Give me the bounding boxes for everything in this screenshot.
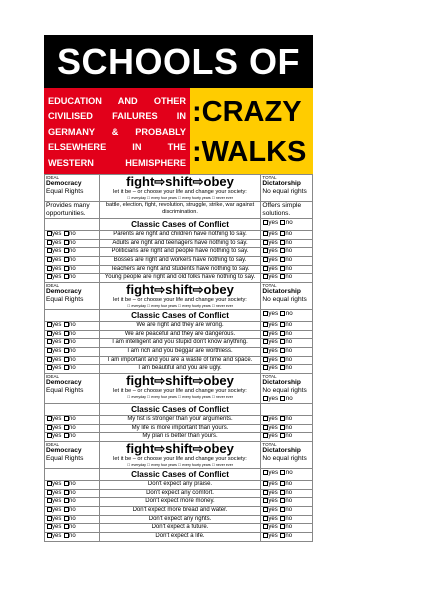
cases-title: Classic Cases of Conflict [99, 219, 261, 231]
democracy-label: Democracy [46, 180, 82, 187]
subtitle-line: CIVILISED FAILURES IN [48, 111, 186, 122]
case-row [45, 265, 313, 274]
case-text: I am rich and you beggar are worthless. [99, 348, 261, 357]
checkbox-icon[interactable] [64, 322, 69, 327]
yes-no-option[interactable]: yes no [45, 515, 100, 524]
case-row [45, 348, 313, 357]
checkbox-icon[interactable] [47, 425, 52, 430]
yes-no-option[interactable]: yes no [261, 433, 313, 442]
case-text: Don't expect any praise. [99, 481, 261, 490]
case-row [45, 416, 313, 425]
checkbox-icon[interactable] [64, 365, 69, 370]
checkbox-icon[interactable] [47, 516, 52, 521]
total-small: TOTAL [262, 175, 277, 180]
checkbox-icon[interactable] [64, 231, 69, 236]
case-text: Don't expect more money. [99, 498, 261, 507]
checkbox-icon[interactable] [64, 507, 69, 512]
yes-no-option[interactable]: yes no [45, 424, 100, 433]
yes-no-option[interactable]: yes no [261, 507, 313, 516]
checkbox-icon[interactable] [64, 481, 69, 486]
yes-no-option[interactable]: yes no [261, 339, 313, 348]
let-it-be-text: let it be – or choose your life and change your society: [113, 297, 247, 304]
case-row [45, 330, 313, 339]
left-desc: Provides many opportunities. [45, 202, 100, 219]
case-text: We are right and they are wrong. [99, 322, 261, 331]
checkbox-icon[interactable] [47, 416, 52, 421]
fso-title: fight⇨shift⇨obey [126, 174, 234, 189]
desc-row [45, 202, 313, 219]
case-text: Teachers are right and students have nothing to say. [99, 265, 261, 274]
yes-no-option[interactable]: yes no [45, 239, 100, 248]
checkbox-icon[interactable] [64, 498, 69, 503]
checkbox-icon[interactable] [64, 274, 69, 279]
democracy-label: Democracy [46, 447, 82, 455]
yes-no-option[interactable]: yes no [261, 310, 313, 322]
block2-cases [45, 322, 313, 374]
case-row [45, 533, 313, 542]
case-text: Don't expect a future. [99, 524, 261, 533]
checkbox-icon[interactable] [64, 433, 69, 438]
yes-no-option[interactable]: yes no [45, 348, 100, 357]
checkbox-icon[interactable] [47, 433, 52, 438]
frequency-options[interactable]: ☐ everyday ☐ every four years ☐ every fourty years ☐ never ever [127, 395, 233, 400]
yes-no-option[interactable]: yes no [45, 322, 100, 331]
case-text: I am beautiful and you are ugly. [99, 365, 261, 374]
yes-no-option[interactable]: yes no [261, 330, 313, 339]
yes-no-option[interactable]: yes no [45, 257, 100, 266]
yes-no-option[interactable]: yes no [45, 507, 100, 516]
yes-no-option[interactable]: yes no [261, 248, 313, 257]
dictatorship-label: Dictatorship [262, 288, 301, 296]
checkbox-icon[interactable] [64, 257, 69, 262]
yes-no-option[interactable]: yes no [45, 365, 100, 374]
case-row [45, 515, 313, 524]
checkbox-icon[interactable] [47, 331, 52, 336]
middle-desc: battle, election, fight, revolution, struggle, strike, war against discrimination. [99, 202, 261, 219]
yes-no-option[interactable]: yes no [262, 395, 311, 403]
fso-title: fight⇨shift⇨obey [126, 441, 234, 457]
case-row [45, 489, 313, 498]
block1-cases [45, 231, 313, 283]
case-text: Don't expect a life. [99, 533, 261, 542]
cases-title-row [45, 310, 313, 322]
cases-title-row [45, 404, 313, 416]
cases-title: Classic Cases of Conflict [99, 469, 261, 481]
let-it-be-text: let it be – or choose your life and change your society: [113, 388, 247, 395]
checkbox-icon[interactable] [64, 425, 69, 430]
subtitle-line: GERMANY & PROBABLY [48, 126, 186, 137]
case-row [45, 365, 313, 374]
checkbox-icon[interactable] [280, 470, 285, 475]
checkbox-icon[interactable] [47, 533, 52, 538]
subtitle-line: WESTERN HEMISPHERE [48, 157, 186, 168]
yes-no-option[interactable]: yes no [261, 239, 313, 248]
checkbox-icon[interactable] [64, 516, 69, 521]
equal-rights-label: Equal Rights [46, 455, 84, 463]
no-equal-rights-label: No equal rights [262, 296, 307, 304]
yes-no-option[interactable]: yes no [45, 416, 100, 425]
checkbox-icon[interactable] [47, 490, 52, 495]
block4-cases [45, 481, 313, 542]
frequency-options[interactable]: ☐ everyday ☐ every four years ☐ every fourty years ☐ never ever [127, 463, 233, 468]
yes-no-option[interactable]: yes no [45, 433, 100, 442]
yes-no-option[interactable]: yes no [45, 498, 100, 507]
ideal-small: IDEAL [46, 442, 60, 448]
case-row [45, 481, 313, 490]
cases-title: Classic Cases of Conflict [99, 310, 261, 322]
case-row [45, 433, 313, 442]
total-small: TOTAL [262, 283, 277, 289]
case-row [45, 231, 313, 240]
subtitle-block [44, 88, 190, 174]
total-small: TOTAL [262, 374, 277, 380]
checkbox-icon[interactable] [47, 365, 52, 370]
yes-no-option[interactable]: yes no [261, 265, 313, 274]
yes-no-option[interactable]: yes no [261, 416, 313, 425]
subtitle-line: EDUCATION AND OTHER [48, 96, 186, 106]
checkbox-icon[interactable] [47, 524, 52, 529]
block-header [45, 442, 313, 469]
case-text: Adults are right and teenagers have nothing to say. [99, 239, 261, 248]
yes-no-option[interactable]: yes no [261, 524, 313, 533]
checkbox-icon[interactable] [47, 357, 52, 362]
case-text: Don't expect any comfort. [99, 489, 261, 498]
block-header [45, 283, 313, 310]
checkbox-icon[interactable] [47, 322, 52, 327]
no-equal-rights-label: No equal rights [262, 387, 307, 395]
case-row [45, 322, 313, 331]
checkbox-icon[interactable] [47, 348, 52, 353]
case-row [45, 257, 313, 266]
checkbox-icon[interactable] [64, 331, 69, 336]
yes-no-option[interactable]: yes no [261, 219, 313, 231]
yes-no-option[interactable]: yes no [261, 469, 313, 481]
fso-cell [99, 175, 261, 202]
subtitle-line: ELSEWHERE IN THE [48, 142, 186, 153]
case-text: My life is more important than yours. [99, 424, 261, 433]
checkbox-icon[interactable] [64, 490, 69, 495]
yes-no-option[interactable]: yes no [261, 498, 313, 507]
case-row [45, 248, 313, 257]
crazy-walks-block [190, 88, 313, 174]
equal-rights-label: Equal Rights [46, 296, 84, 304]
case-text: We are peaceful and they are dangerous. [99, 330, 261, 339]
case-text: Don't expect more bread and water. [99, 507, 261, 516]
checkbox-icon[interactable] [47, 274, 52, 279]
ideal-small: IDEAL [46, 175, 60, 180]
yes-no-option[interactable]: yes no [45, 274, 100, 283]
frequency-options[interactable]: ☐ everyday ☐ every four years ☐ every fourty years ☐ never ever [127, 304, 233, 309]
yes-no-option[interactable]: yes no [261, 322, 313, 331]
ideal-small: IDEAL [46, 283, 60, 289]
right-desc: Offers simple solutions. [261, 202, 313, 219]
cases-title-row [45, 469, 313, 481]
crazy-text: :CRAZY [192, 96, 302, 128]
checkbox-icon[interactable] [280, 396, 285, 401]
checkbox-icon[interactable] [47, 266, 52, 271]
yes-no-option[interactable]: yes no [45, 533, 100, 542]
block-header [45, 374, 313, 404]
checkbox-icon[interactable] [64, 266, 69, 271]
cases-title: Classic Cases of Conflict [99, 404, 261, 416]
case-text: My plan is better than yours. [99, 433, 261, 442]
yes-no-option[interactable]: yes no [45, 356, 100, 365]
let-it-be-text: let it be – or choose your life and change your society: [113, 456, 247, 463]
fso-title: fight⇨shift⇨obey [126, 373, 234, 389]
no-equal-rights-label: No equal rights [262, 188, 307, 195]
case-text: Don't expect any rights. [99, 515, 261, 524]
case-row [45, 339, 313, 348]
checkbox-icon[interactable] [47, 498, 52, 503]
checkbox-icon[interactable] [64, 339, 69, 344]
checkbox-icon[interactable] [47, 240, 52, 245]
yes-no-option[interactable]: yes no [45, 248, 100, 257]
case-text: I am important and you are a waste of time and space. [99, 356, 261, 365]
checkbox-icon[interactable] [47, 339, 52, 344]
fso-title: fight⇨shift⇨obey [126, 282, 234, 298]
yes-no-option[interactable]: yes no [45, 231, 100, 240]
checkbox-icon[interactable] [64, 416, 69, 421]
yes-no-option[interactable]: yes no [261, 533, 313, 542]
no-equal-rights-label: No equal rights [262, 455, 307, 463]
yes-no-option[interactable]: yes no [45, 265, 100, 274]
democracy-label: Democracy [46, 379, 82, 387]
checkbox-icon[interactable] [47, 231, 52, 236]
yes-no-option[interactable]: yes no [261, 424, 313, 433]
yes-no-option[interactable]: yes no [45, 489, 100, 498]
yes-no-option[interactable]: yes no [261, 257, 313, 266]
checkbox-icon[interactable] [280, 311, 285, 316]
case-row [45, 424, 313, 433]
checkbox-icon[interactable] [64, 533, 69, 538]
worksheet-table [44, 174, 313, 542]
frequency-options[interactable]: ☐ everyday ☐ every four years ☐ every fourty years ☐ never ever [127, 196, 233, 200]
checkbox-icon[interactable] [64, 524, 69, 529]
total-small: TOTAL [262, 442, 277, 448]
walks-text: :WALKS [192, 136, 307, 168]
block-header [45, 175, 313, 202]
case-row [45, 239, 313, 248]
checkbox-icon[interactable] [64, 240, 69, 245]
header-row [44, 88, 313, 174]
poster-title: SCHOOLS OF [44, 35, 313, 88]
case-text: Parents are right and children have nothing to say. [99, 231, 261, 240]
case-text: Politicians are right and people have nothing to say. [99, 248, 261, 257]
checkbox-icon[interactable] [64, 248, 69, 253]
yes-no-option[interactable]: yes no [261, 231, 313, 240]
dictatorship-label: Dictatorship [262, 180, 301, 187]
yes-no-option[interactable]: yes no [261, 274, 313, 283]
yes-no-option[interactable]: yes no [261, 515, 313, 524]
case-row [45, 498, 313, 507]
total-cell [261, 175, 313, 202]
cases-title-row [45, 219, 313, 231]
case-row [45, 356, 313, 365]
ideal-small: IDEAL [46, 374, 60, 380]
democracy-label: Democracy [46, 288, 82, 296]
yes-no-option[interactable]: yes no [261, 348, 313, 357]
let-it-be-text: let it be – or choose your life and change your society: [113, 189, 247, 195]
case-text: I am intelligent and you stupid don't know anything. [99, 339, 261, 348]
checkbox-icon[interactable] [64, 348, 69, 353]
checkbox-icon[interactable] [47, 507, 52, 512]
yes-no-option[interactable]: yes no [45, 481, 100, 490]
case-row [45, 507, 313, 516]
checkbox-icon[interactable] [47, 481, 52, 486]
poster [44, 35, 313, 542]
case-text: My fist is stronger than your arguments. [99, 416, 261, 425]
yes-no-option[interactable]: yes no [261, 489, 313, 498]
block3-cases [45, 416, 313, 442]
checkbox-icon[interactable] [47, 248, 52, 253]
equal-rights-label: Equal Rights [46, 188, 84, 195]
equal-rights-label: Equal Rights [46, 387, 84, 395]
case-row [45, 274, 313, 283]
yes-no-option[interactable]: yes no [261, 481, 313, 490]
case-text: Bosses are right and workers have nothing to say. [99, 257, 261, 266]
yes-no-option[interactable]: yes no [261, 365, 313, 374]
yes-no-option[interactable]: yes no [261, 356, 313, 365]
case-text: Young people are right and old folks have nothing to say. [99, 274, 261, 283]
yes-no-option[interactable]: yes no [45, 524, 100, 533]
yes-no-option[interactable]: yes no [45, 330, 100, 339]
checkbox-icon[interactable] [64, 357, 69, 362]
dictatorship-label: Dictatorship [262, 379, 301, 387]
case-row [45, 524, 313, 533]
dictatorship-label: Dictatorship [262, 447, 301, 455]
ideal-cell [45, 175, 100, 202]
yes-no-option[interactable]: yes no [45, 339, 100, 348]
checkbox-icon[interactable] [280, 220, 285, 225]
checkbox-icon[interactable] [47, 257, 52, 262]
